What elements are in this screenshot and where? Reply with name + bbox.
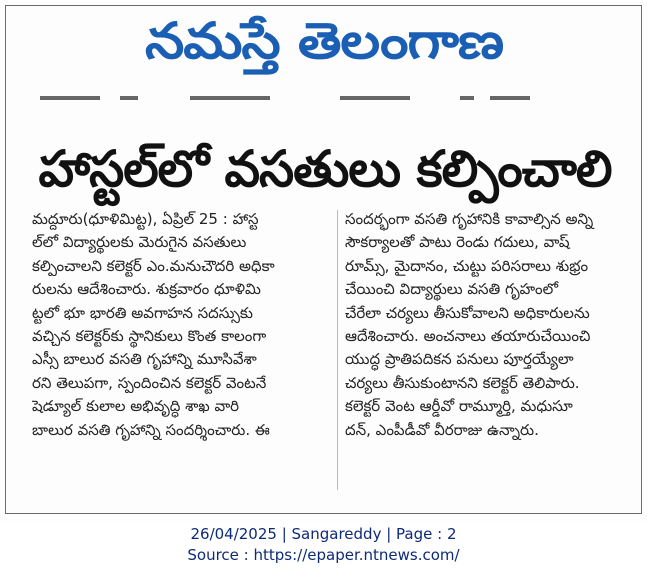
text-line: ఆదేశించారు. అంచనాలు తయారుచేయించి bbox=[345, 326, 591, 345]
text-line: షెడ్యూల్ కులాల అభివృద్ధి శాఖ వారి bbox=[32, 397, 240, 416]
text-line: రులను ఆదేశించారు. శుక్రవారం ధూళిమి bbox=[32, 280, 261, 299]
article-right-column bbox=[345, 208, 635, 442]
text-line: వచ్చిన కలెక్టర్‌కు స్థానికులు కొంత కాలంగా bbox=[32, 326, 267, 345]
text-line: రూమ్స్, మైదానం, చుట్టు పరిసరాలు శుభ్రం bbox=[345, 256, 589, 275]
article-left-column bbox=[32, 208, 334, 442]
text-line: రని తెలుపగా, స్పందించిన కలెక్టర్ వెంటనే bbox=[32, 373, 267, 392]
text-line: ల్‌లో విద్యార్థులకు మెరుగైన వసతులు bbox=[32, 233, 247, 252]
edition-meta: 26/04/2025 | Sangareddy | Page : 2 bbox=[190, 525, 457, 543]
text-line: ఎస్సీ బాలుర వసతి గృహాన్ని మూసివేశా bbox=[32, 350, 257, 369]
text-line: దన్, ఎంపీడీవో వీరరాజు ఉన్నారు. bbox=[345, 420, 539, 439]
text-line: మద్దూరు(ధూళిమిట్ట), ఏప్రిల్ 25 : హాస్ట bbox=[32, 210, 259, 228]
text-line: సౌకర్యాలతో పాటు రెండు గదులు, వాష్ bbox=[345, 233, 570, 252]
text-line: కల్పించాలని కలెక్టర్ ఎం.మనుచౌదరి అధికా bbox=[32, 256, 275, 275]
text-line: చర్యలు తీసుకుంటానని కలెక్టర్ తెలిపారు. bbox=[345, 373, 580, 392]
article-headline: హాస్టల్‌లో వసతులు కల్పించాలి bbox=[38, 140, 612, 198]
masthead-underline-strip bbox=[40, 96, 600, 102]
text-line: బాలుర వసతి గృహాన్ని సందర్శించారు. ఈ bbox=[32, 420, 270, 439]
source-link[interactable]: Source : https://epaper.ntnews.com/ bbox=[187, 546, 460, 564]
text-line: యుద్ధ ప్రాతిపదికన పనులు పూర్తయ్యేలా bbox=[345, 350, 574, 369]
column-divider bbox=[337, 210, 338, 490]
text-line: చేరేలా చర్యలు తీసుకోవాలని అధికారులను bbox=[345, 303, 590, 322]
text-line: కలెక్టర్ వెంట ఆర్డీవో రామ్మూర్తి, మధుసూ bbox=[345, 397, 573, 416]
text-line: చేయించి విద్యార్థులు వసతి గృహంలో bbox=[345, 280, 559, 299]
newspaper-masthead: నమస్తే తెలంగాణ bbox=[145, 12, 503, 70]
text-line: ట్టలో భూ భారతి అవగాహన సదస్సుకు bbox=[32, 303, 253, 322]
text-line: సందర్భంగా వసతి గృహానికి కావాల్సిన అన్ని bbox=[345, 210, 594, 228]
